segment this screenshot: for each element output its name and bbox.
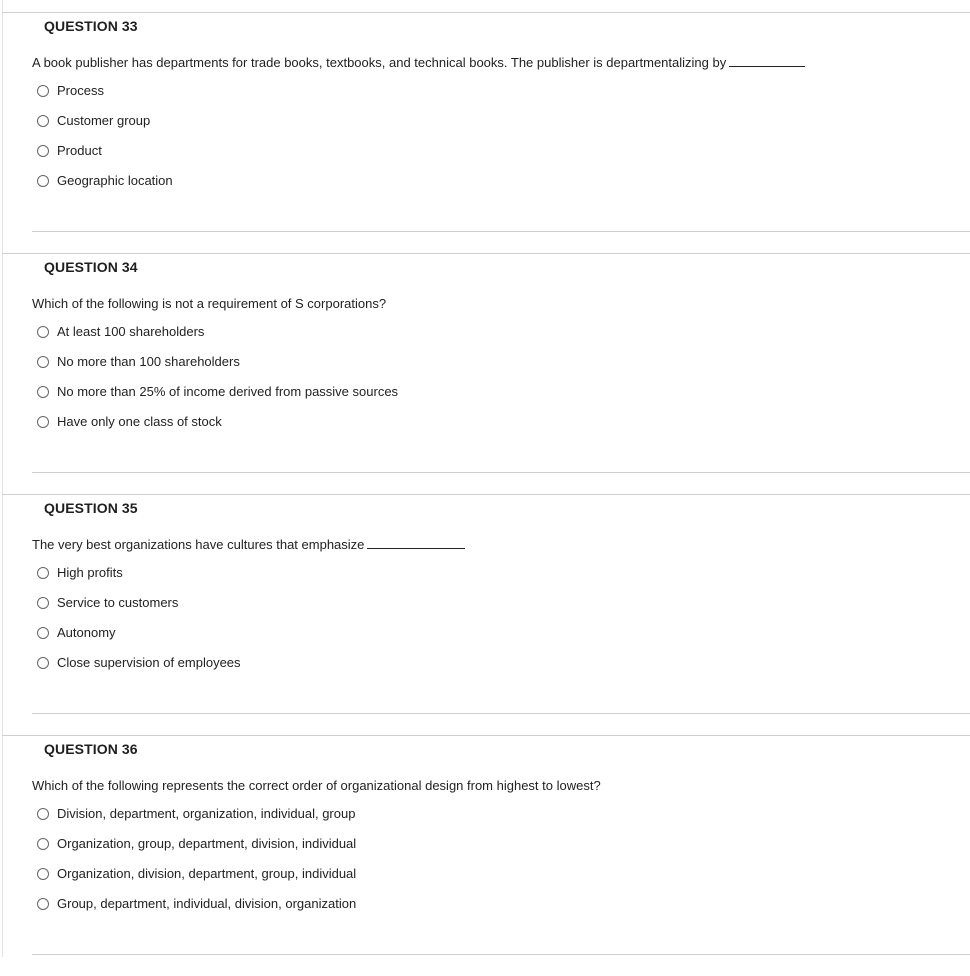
answer-option-label: At least 100 shareholders [57,324,205,339]
radio-button-icon[interactable] [37,567,49,579]
answer-option[interactable] [37,895,356,925]
answer-option[interactable] [37,82,173,112]
radio-button-icon[interactable] [37,326,49,338]
answer-option[interactable] [37,383,398,413]
answer-option-label: Have only one class of stock [57,414,222,429]
answer-option[interactable] [37,353,398,383]
question-separator-bottom [32,713,970,714]
answer-option-label: Service to customers [57,595,179,610]
answer-option[interactable] [37,142,173,172]
answer-blank [367,538,465,549]
question-block-36 [0,735,970,976]
answer-option[interactable] [37,654,241,684]
question-prompt-text: Which of the following represents the correct order of organizational design from highest to lowest? [32,778,601,793]
answer-option-label: Organization, group, department, division, individual [57,836,357,851]
question-separator-bottom [32,954,970,955]
answer-option[interactable] [37,112,173,142]
question-block-34 [0,253,970,494]
question-prompt-text: Which of the following is not a requirement of S corporations? [32,296,387,311]
question-title: QUESTION 34 [44,259,138,275]
radio-button-icon[interactable] [37,657,49,669]
answer-options [37,323,398,443]
answer-option[interactable] [37,805,356,835]
answer-option[interactable] [37,594,241,624]
answer-option-label: Process [57,83,104,98]
question-separator-top [2,12,970,13]
radio-button-icon[interactable] [37,356,49,368]
radio-button-icon[interactable] [37,416,49,428]
question-title: QUESTION 35 [44,500,138,516]
answer-option[interactable] [37,413,398,443]
question-prompt [32,296,386,311]
answer-option-label: Division, department, organization, individual, group [57,806,356,821]
question-separator-top [2,735,970,736]
answer-option-label: Geographic location [57,173,173,188]
answer-option-label: Group, department, individual, division, organization [57,896,357,911]
radio-button-icon[interactable] [37,838,49,850]
question-title: QUESTION 36 [44,741,138,757]
question-separator-top [2,494,970,495]
answer-option-label: High profits [57,565,123,580]
answer-options [37,82,173,202]
answer-blank [729,56,805,67]
answer-options [37,805,356,925]
radio-button-icon[interactable] [37,175,49,187]
question-prompt [32,537,465,552]
answer-option[interactable] [37,865,356,895]
question-block-33 [0,12,970,253]
question-title: QUESTION 33 [44,18,138,34]
answer-option[interactable] [37,624,241,654]
question-prompt [32,55,805,70]
radio-button-icon[interactable] [37,898,49,910]
answer-option-label: Close supervision of employees [57,655,241,670]
question-separator-bottom [32,472,970,473]
radio-button-icon[interactable] [37,808,49,820]
answer-option-label: No more than 100 shareholders [57,354,240,369]
radio-button-icon[interactable] [37,115,49,127]
radio-button-icon[interactable] [37,627,49,639]
answer-option[interactable] [37,172,173,202]
answer-option-label: Autonomy [57,625,116,640]
radio-button-icon[interactable] [37,386,49,398]
radio-button-icon[interactable] [37,85,49,97]
answer-option[interactable] [37,835,356,865]
answer-option[interactable] [37,564,241,594]
answer-options [37,564,241,684]
radio-button-icon[interactable] [37,597,49,609]
answer-option[interactable] [37,323,398,353]
question-prompt-text: A book publisher has departments for trade books, textbooks, and technical books. The publisher is departmentalizing by [32,55,727,70]
question-prompt [32,778,601,793]
radio-button-icon[interactable] [37,868,49,880]
question-prompt-text: The very best organizations have cultures that emphasize [32,537,365,552]
question-separator-top [2,253,970,254]
answer-option-label: Organization, division, department, group, individual [57,866,357,881]
answer-option-label: Product [57,143,102,158]
answer-option-label: No more than 25% of income derived from passive sources [57,384,399,399]
question-block-35 [0,494,970,735]
answer-option-label: Customer group [57,113,151,128]
question-separator-bottom [32,231,970,232]
radio-button-icon[interactable] [37,145,49,157]
